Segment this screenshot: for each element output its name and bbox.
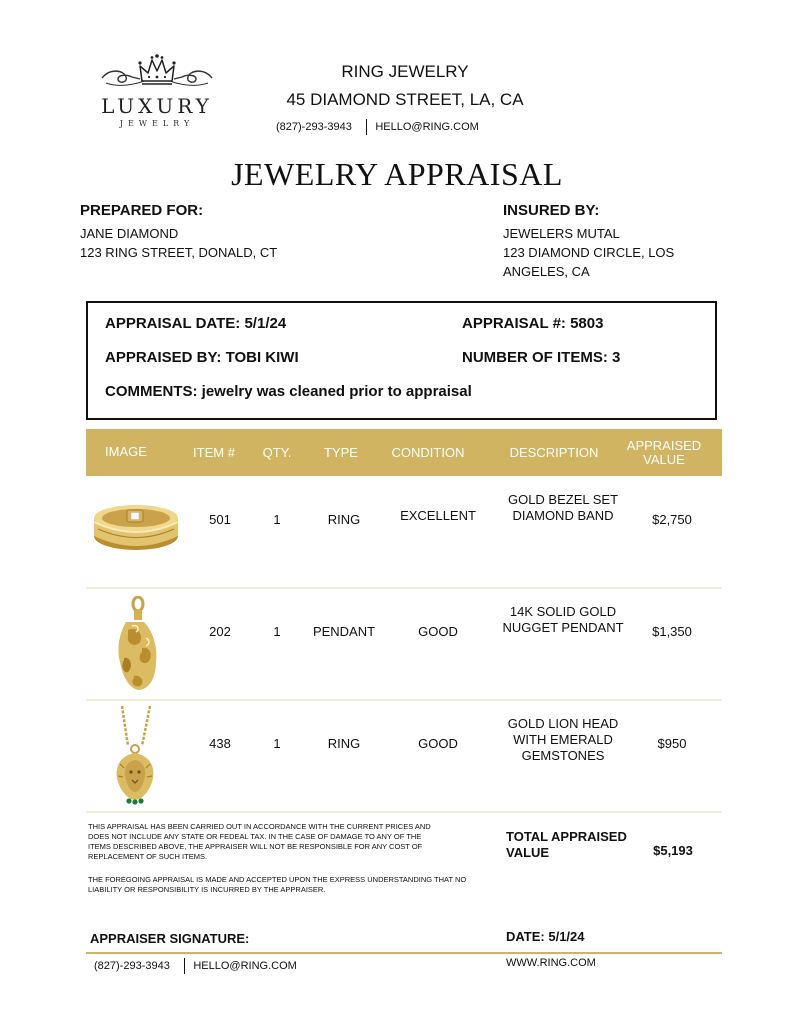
item-condition: GOOD <box>418 736 458 751</box>
row-divider <box>86 587 722 589</box>
description-line: 14K SOLID GOLD <box>509 604 617 619</box>
divider <box>366 119 368 135</box>
description-line: WITH EMERALD <box>513 732 613 747</box>
item-description <box>496 716 630 764</box>
appraised-by-label: APPRAISED BY: <box>105 349 222 366</box>
item-type: PENDANT <box>312 624 376 639</box>
item-value: $1,350 <box>652 624 692 639</box>
item-description <box>496 492 630 524</box>
row-divider <box>86 811 722 813</box>
footer-website: WWW.RING.COM <box>506 957 596 969</box>
logo-subtitle: JEWELRY <box>119 119 195 128</box>
item-condition: EXCELLENT <box>400 508 476 523</box>
disclaimer-line: THIS APPRAISAL HAS BEEN CARRIED OUT IN ACCORDANCE WITH THE CURRENT PRICES AND <box>88 822 431 831</box>
appraisal-date-value: 5/1/24 <box>244 315 287 332</box>
prepared-for-heading: PREPARED FOR: <box>80 202 204 219</box>
description-line: GEMSTONES <box>521 748 605 763</box>
description-line: GOLD BEZEL SET <box>507 492 619 507</box>
appraisal-number <box>462 315 603 332</box>
comments-label: COMMENTS: <box>105 383 198 400</box>
total-label-line: VALUE <box>506 845 550 860</box>
item-value: $2,750 <box>652 512 692 527</box>
disclaimer-line: THE FOREGOING APPRAISAL IS MADE AND ACCEPTED UPON THE EXPRESS UNDERSTANDING THAT NO <box>88 875 467 884</box>
description-line: NUGGET PENDANT <box>502 620 624 635</box>
item-description <box>496 604 630 636</box>
insured-by-heading: INSURED BY: <box>503 202 600 219</box>
quantity: 1 <box>273 512 281 527</box>
header-value-line2: VALUE <box>643 452 685 467</box>
header-condition: CONDITION <box>391 445 465 460</box>
quantity: 1 <box>273 624 281 639</box>
insured-by-name: JEWELERS MUTAL <box>503 226 620 241</box>
lion-head-pendant-image <box>110 706 160 806</box>
appraisal-details-box <box>86 301 717 420</box>
liability-paragraph <box>88 875 498 895</box>
footer-contact <box>94 958 297 974</box>
disclaimer-line: REPLACEMENT OF SUCH ITEMS. <box>88 852 208 861</box>
appraiser-signature-label: APPRAISER SIGNATURE: <box>90 931 250 946</box>
header-qty: QTY. <box>262 445 292 460</box>
disclaimer-paragraph <box>88 822 498 862</box>
number-of-items-label: NUMBER OF ITEMS: <box>462 349 608 366</box>
comments <box>105 383 472 400</box>
insured-by-address-line2: ANGELES, CA <box>503 264 590 279</box>
business-contact <box>276 119 479 135</box>
prepared-for-address: 123 RING STREET, DONALD, CT <box>80 245 278 260</box>
page-title: JEWELRY APPRAISAL <box>231 156 563 192</box>
header-type: TYPE <box>324 445 358 460</box>
item-type: RING <box>327 736 361 751</box>
appraised-by <box>105 349 299 366</box>
header-item: ITEM # <box>193 445 235 460</box>
footer-rule <box>86 952 722 954</box>
disclaimer-line: ITEMS DESCRIBED ABOVE, THE APPRAISER WILL NOT BE RESPONSIBLE FOR ANY COST OF <box>88 842 423 851</box>
footer-email: HELLO@RING.COM <box>193 960 297 972</box>
business-phone: (827)-293-3943 <box>276 121 352 133</box>
footer-phone: (827)-293-3943 <box>94 960 170 972</box>
total-label-line: TOTAL APPRAISED <box>506 829 627 844</box>
insured-by-address-line1: 123 DIAMOND CIRCLE, LOS <box>503 245 675 260</box>
appraisal-number-value: 5803 <box>570 315 604 332</box>
appraisal-number-label: APPRAISAL #: <box>462 315 566 332</box>
business-name: RING JEWELRY <box>341 62 469 81</box>
item-value: $950 <box>657 736 687 751</box>
total-appraised-value: $5,193 <box>653 843 693 858</box>
header-description: DESCRIPTION <box>509 445 599 460</box>
number-of-items <box>462 349 620 366</box>
header-image: IMAGE <box>105 444 147 459</box>
header-appraised-value <box>619 439 709 467</box>
description-line: GOLD LION HEAD <box>507 716 619 731</box>
crown-icon <box>96 50 218 92</box>
item-number: 202 <box>209 624 231 639</box>
prepared-for-name: JANE DIAMOND <box>80 226 179 241</box>
description-line: DIAMOND BAND <box>512 508 614 523</box>
appraisal-date <box>105 315 286 332</box>
quantity: 1 <box>273 736 281 751</box>
luxury-jewelry-logo <box>96 50 218 132</box>
divider <box>184 958 186 974</box>
comments-value: jewelry was cleaned prior to appraisal <box>201 383 472 400</box>
logo-wordmark: LUXURY <box>101 94 213 118</box>
appraisal-date-label: APPRAISAL DATE: <box>105 315 241 332</box>
number-of-items-value: 3 <box>612 349 621 366</box>
business-address: 45 DIAMOND STREET, LA, CA <box>286 90 524 109</box>
business-email: HELLO@RING.COM <box>375 121 479 133</box>
table-header <box>86 429 722 476</box>
header-value-line1: APPRAISED <box>626 438 702 453</box>
item-condition: GOOD <box>418 624 458 639</box>
row-divider <box>86 699 722 701</box>
signature-date: DATE: 5/1/24 <box>506 929 585 944</box>
gold-band-ring-image <box>90 496 182 554</box>
item-number: 438 <box>209 736 231 751</box>
disclaimer-line: LIABILITY OR RESPONSIBILITY IS INCURRED BY THE APPRAISER. <box>88 885 326 894</box>
nugget-pendant-image <box>110 596 162 694</box>
total-appraised-label <box>506 829 627 861</box>
item-type: RING <box>327 512 361 527</box>
appraised-by-value: TOBI KIWI <box>225 349 299 366</box>
item-number: 501 <box>209 512 231 527</box>
disclaimer-line: DOES NOT INCLUDE ANY STATE OR FEDEAL TAX. IN THE CASE OF DAMAGE TO ANY OF THE <box>88 832 422 841</box>
